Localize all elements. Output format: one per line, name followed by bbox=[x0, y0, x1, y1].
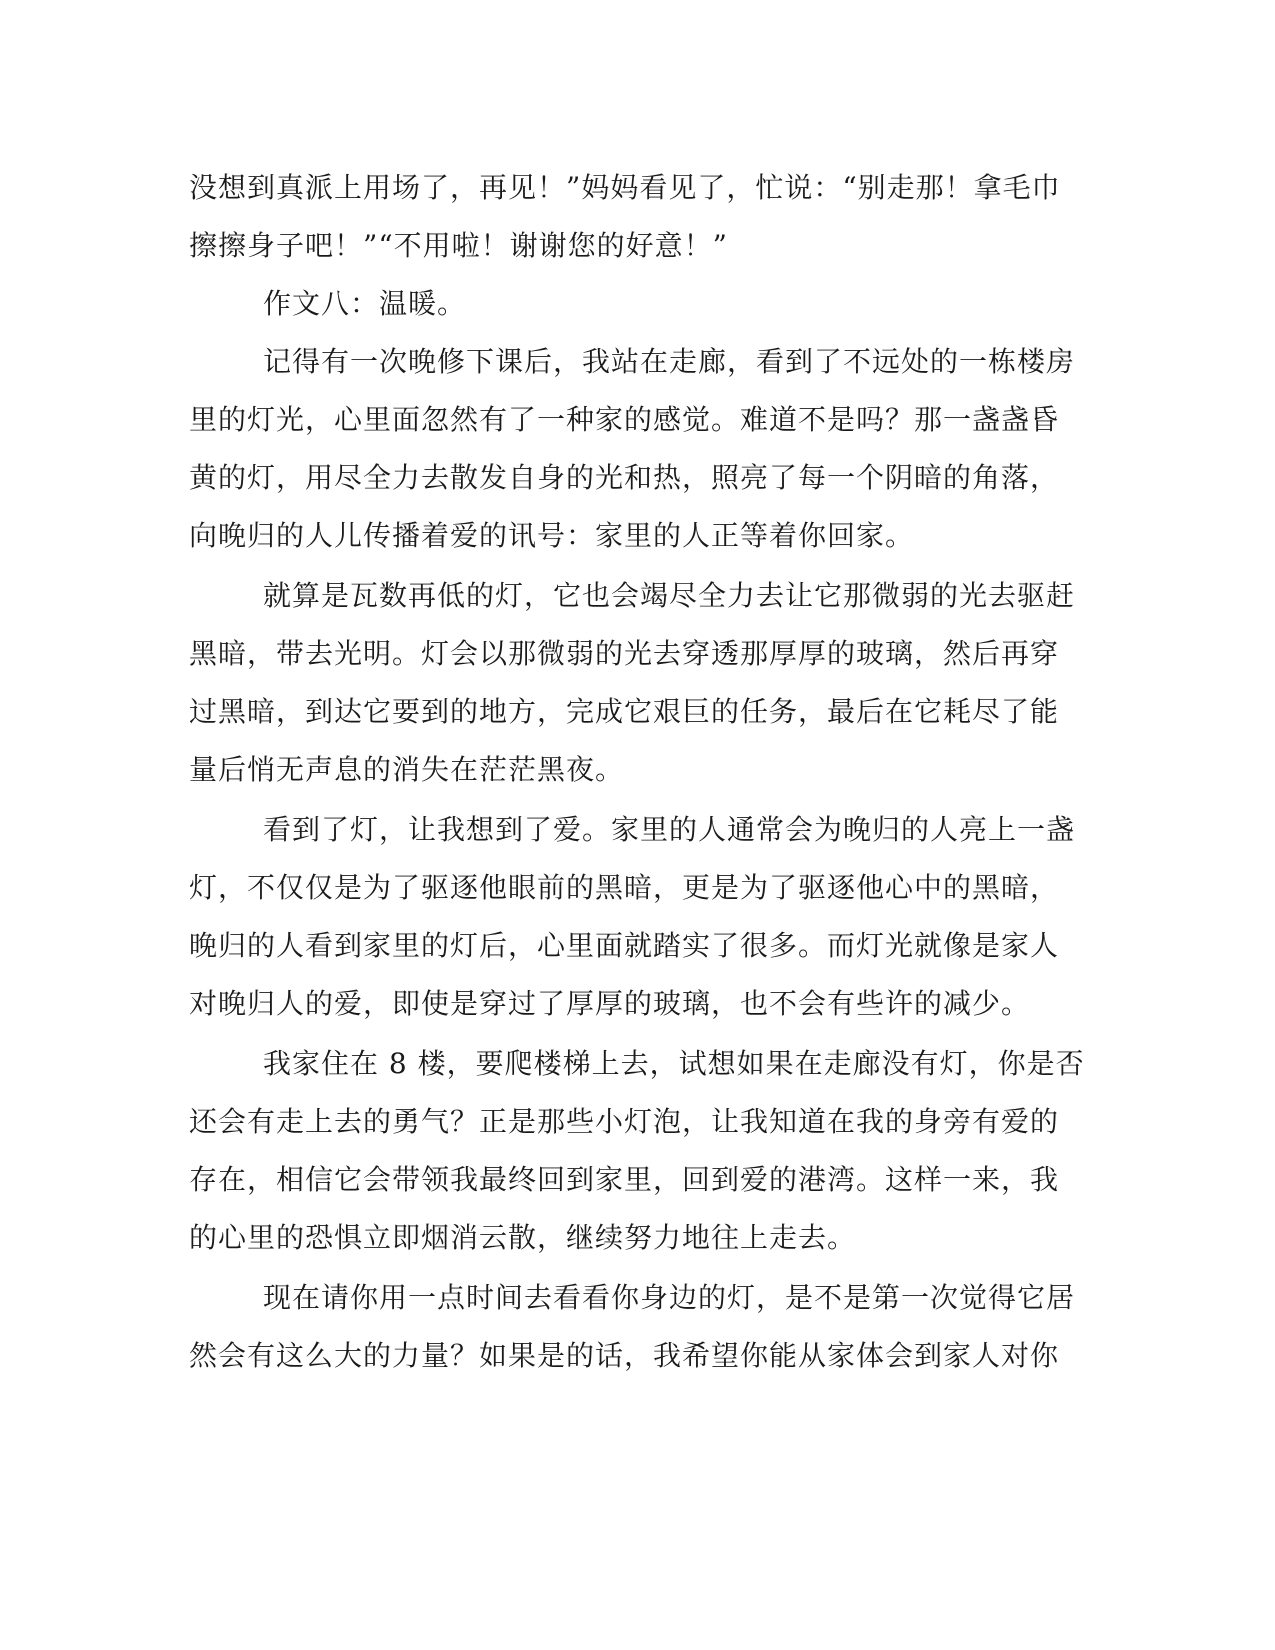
text-line: 还会有走上去的勇气？正是那些小灯泡，让我知道在我的身旁有爱的 bbox=[189, 1105, 1060, 1138]
text-line: 向晚归的人儿传播着爱的讯号：家里的人正等着你回家。 bbox=[189, 519, 915, 552]
text-line: 存在，相信它会带领我最终回到家里，回到爱的港湾。这样一来，我 bbox=[189, 1163, 1060, 1196]
section-heading: 作文八：温暖。 bbox=[263, 287, 467, 320]
text-line: 过黑暗，到达它要到的地方，完成它艰巨的任务，最后在它耗尽了能 bbox=[189, 695, 1060, 728]
text-line: 黑暗，带去光明。灯会以那微弱的光去穿透那厚厚的玻璃，然后再穿 bbox=[189, 637, 1060, 670]
text-line: 然会有这么大的力量？如果是的话，我希望你能从家体会到家人对你 bbox=[189, 1339, 1060, 1372]
text-line: 现在请你用一点时间去看看你身边的灯，是不是第一次觉得它居 bbox=[263, 1281, 1076, 1314]
text-line: 就算是瓦数再低的灯，它也会竭尽全力去让它那微弱的光去驱赶 bbox=[263, 579, 1076, 612]
text-line: 擦擦身子吧！”“不用啦！谢谢您的好意！” bbox=[189, 229, 728, 262]
text-line: 黄的灯，用尽全力去散发自身的光和热，照亮了每一个阴暗的角落， bbox=[189, 461, 1060, 494]
text-line: 看到了灯，让我想到了爱。家里的人通常会为晚归的人亮上一盏 bbox=[263, 813, 1076, 846]
text-line: 量后悄无声息的消失在茫茫黑夜。 bbox=[189, 753, 625, 786]
text-line: 我家住在 8 楼，要爬楼梯上去，试想如果在走廊没有灯，你是否 bbox=[263, 1047, 1085, 1080]
text-line: 对晚归人的爱，即使是穿过了厚厚的玻璃，也不会有些许的减少。 bbox=[189, 987, 1031, 1020]
text-line: 的心里的恐惧立即烟消云散，继续努力地往上走去。 bbox=[189, 1221, 857, 1254]
text-line: 里的灯光，心里面忽然有了一种家的感觉。难道不是吗？那一盏盏昏 bbox=[189, 403, 1060, 436]
text-line: 晚归的人看到家里的灯后，心里面就踏实了很多。而灯光就像是家人 bbox=[189, 929, 1060, 962]
text-line: 灯，不仅仅是为了驱逐他眼前的黑暗，更是为了驱逐他心中的黑暗， bbox=[189, 871, 1060, 904]
text-line: 没想到真派上用场了，再见！”妈妈看见了，忙说：“别走那！拿毛巾 bbox=[189, 171, 1061, 204]
text-line: 记得有一次晚修下课后，我站在走廊，看到了不远处的一栋楼房 bbox=[263, 345, 1076, 378]
